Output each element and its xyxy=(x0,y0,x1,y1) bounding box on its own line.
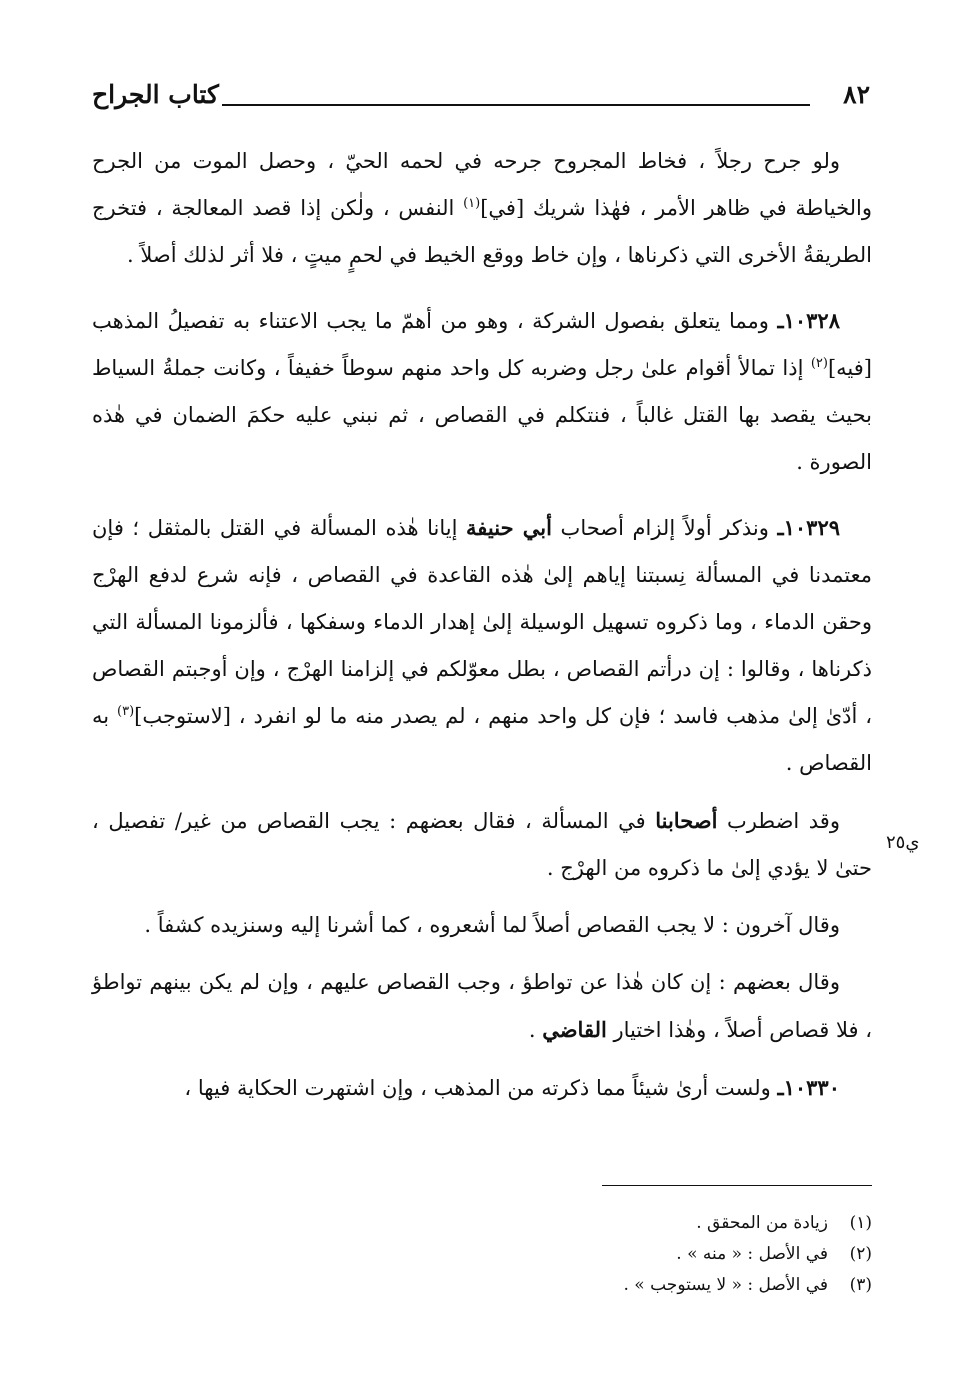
footnote-item xyxy=(372,1270,872,1301)
paragraph-6 xyxy=(92,959,872,1054)
paragraph-text: وقال آخرون : لا يجب القصاص أصلاً لما أشعروه ، كما أشرنا إليه وسنزيده كشفاً . xyxy=(144,913,840,937)
paragraph-text: ولست أرىٰ شيئاً مما ذكرته من المذهب ، وإن اشتهرت الحكاية فيها ، xyxy=(184,1076,778,1100)
paragraph-text: وقد اضطرب xyxy=(717,809,840,833)
footnote-ref-1[interactable]: (١) xyxy=(463,196,481,211)
paragraph-text: ومما يتعلق بفصول الشركة ، وهو من أهمّ ما يجب الاعتناء به تفصيلُ المذهب [فيه] xyxy=(92,309,872,380)
footnote-item xyxy=(372,1239,872,1270)
paragraph-number: ١٠٣٢٨ـ xyxy=(777,308,840,333)
footnote-ref-3[interactable]: (٣) xyxy=(117,704,135,719)
paragraph-number: ١٠٣٣٠ـ xyxy=(777,1075,840,1100)
paragraph-10330 xyxy=(92,1064,872,1112)
paragraph-text: . xyxy=(528,1018,543,1042)
footnote-number: (٢) xyxy=(849,1244,872,1264)
name-highlight: أصحابنا xyxy=(655,808,718,833)
paragraph-text: به القصاص . xyxy=(92,704,872,775)
paragraph-5 xyxy=(92,902,872,949)
paragraph-text: إيانا هٰذه المسألة في القتل بالمثقل ؛ فإن معتمدنا في المسألة نِسبتنا إياهم إلىٰ هٰذه القاعدة في القصاص ، فإنه شرع لدفع الهرْج وحقن الدماء ، وما ذكروه تسهيل الوسيلة إلىٰ إهدار الدماء وسفكها ، فألزمونا المسألة التي ذكرناها ، وقالوا : إن درأتم القصاص ، بطل معوّلكم في إلزامنا الهرْج ، وإن أوجبتم القصاص ، أدّىٰ إلىٰ مذهب فاسد ؛ فإن كل واحد منهم ، لم يصدر منه ما لو انفرد ، [لاستوجب] xyxy=(92,516,872,728)
paragraph-text: وقال بعضهم : إن كان هٰذا عن تواطؤ ، وجب القصاص عليهم ، وإن لم يكن بينهم تواطؤ ، فلا قصاص أصلاً ، وهٰذا اختيار xyxy=(92,970,872,1042)
footnote-text: في الأصل : « منه » . xyxy=(676,1244,828,1264)
name-highlight: القاضي xyxy=(542,1017,607,1042)
paragraph-10328 xyxy=(92,297,872,486)
footnote-text: زيادة من المحقق . xyxy=(696,1213,828,1233)
footnote-separator xyxy=(602,1185,872,1186)
paragraph-4 xyxy=(92,797,872,892)
paragraph-text: النفس ، ولٰكن إذا قصد المعالجة ، فتخرج الطريقةُ الأخرى التي ذكرناها ، وإن خاط ووقع الخيط في لحمٍ ميتٍ ، فلا أثر لذلك أصلاً . xyxy=(92,196,872,267)
footnote-item xyxy=(372,1208,872,1239)
paragraph-text: ونذكر أولاً إلزام أصحاب xyxy=(551,516,778,540)
page-number: ٨٢ xyxy=(843,80,870,109)
name-highlight: أبي حنيفة xyxy=(466,515,552,540)
footnote-ref-2[interactable]: (٢) xyxy=(810,356,828,371)
running-title: كتاب الجراح xyxy=(92,80,219,109)
margin-folio-note: ي٢٥ xyxy=(886,832,920,853)
paragraph-1 xyxy=(92,138,872,279)
paragraph-text: إذا تمالأ أقوام علىٰ رجل وضربه كل واحد منهم سوطاً خفيفاً ، وكانت جملةُ السياط بحيث يقصد بها القتل غالباً ، فنتكلم في القصاص ، ثم نبني عليه حكمَ الضمان في هٰذه الصورة . xyxy=(92,356,872,474)
paragraph-text: ولو جرح رجلاً ، فخاط المجروح جرحه في لحمه الحيّ ، وحصل الموت من الجرح والخياطة في ظاهر الأمر ، فهٰذا شريك [في] xyxy=(92,149,872,220)
footnotes xyxy=(372,1208,872,1301)
page-header xyxy=(92,80,870,128)
paragraph-number: ١٠٣٢٩ـ xyxy=(777,515,841,540)
footnote-number: (١) xyxy=(849,1213,872,1233)
paragraph-text: في المسألة ، فقال بعضهم : يجب القصاص من غير/ تفصيل ، حتىٰ لا يؤدي إلىٰ ما ذكروه من الهرْج . xyxy=(92,809,872,880)
header-rule xyxy=(222,104,810,106)
footnote-text: في الأصل : « لا يستوجب » . xyxy=(623,1275,828,1295)
paragraph-10329 xyxy=(92,504,872,787)
body-text xyxy=(92,138,872,1130)
footnote-number: (٣) xyxy=(849,1275,872,1295)
